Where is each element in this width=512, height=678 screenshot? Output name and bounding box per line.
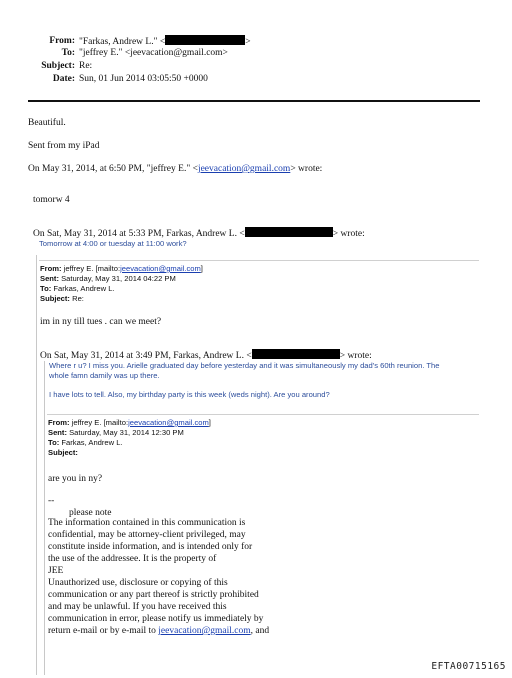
document-id: EFTA00715165 bbox=[431, 661, 506, 672]
signature-note: please note bbox=[69, 508, 112, 518]
block2-to-value: Farkas, Andrew L. bbox=[61, 438, 123, 447]
quote1-prefix: On May 31, 2014, at 6:50 PM, "jeffrey E." < bbox=[28, 164, 198, 174]
block1-reply-line: I have lots to tell. Also, my birthday party is this week (weds night). Are you around? bbox=[49, 390, 330, 399]
quote1-suffix: > wrote: bbox=[290, 164, 323, 174]
quote-attribution-1 bbox=[28, 163, 322, 175]
block2-from-label: From: bbox=[48, 418, 70, 427]
disclaimer-line: confidential, may be attorney-client privileged, may bbox=[48, 530, 246, 540]
block1-quote-prefix: On Sat, May 31, 2014 at 3:49 PM, Farkas, Andrew L. < bbox=[40, 351, 252, 361]
block1-to-label: To: bbox=[40, 284, 52, 293]
signature-dash: -- bbox=[48, 496, 55, 506]
block2-from-name: jeffrey E. [mailto: bbox=[71, 418, 129, 427]
header-to-row bbox=[0, 47, 260, 59]
block1-from-label: From: bbox=[40, 264, 62, 273]
date-label: Date: bbox=[52, 74, 75, 84]
block1-from-close: ] bbox=[200, 264, 203, 273]
quote2-suffix: > wrote: bbox=[332, 229, 365, 239]
disclaimer-line: Unauthorized use, disclosure or copying of this bbox=[48, 578, 228, 588]
disclaimer-line: the use of the addressee. It is the property of bbox=[48, 554, 217, 564]
block2-header bbox=[48, 418, 478, 458]
redaction-bar bbox=[245, 227, 333, 237]
disclaimer-line: constitute inside information, and is intended only for bbox=[48, 542, 253, 552]
disclaimer-line: communication or any part thereof is strictly prohibited bbox=[48, 590, 259, 600]
disclaimer-last-suffix: , and bbox=[250, 626, 270, 636]
from-label: From: bbox=[49, 36, 75, 46]
disclaimer-line: JEE bbox=[48, 566, 64, 576]
block2-to-label: To: bbox=[48, 438, 60, 447]
header-divider bbox=[28, 100, 480, 102]
block1-from-email-link[interactable]: jeevacation@gmail.com bbox=[120, 264, 201, 273]
block1-reply-line: whole famn damily was up there. bbox=[49, 371, 160, 380]
subject-value: Re: bbox=[79, 61, 93, 71]
block2-to-row bbox=[48, 438, 478, 448]
disclaimer-line: and may be unlawful. If you have received this bbox=[48, 602, 227, 612]
block1-subject-value: Re: bbox=[72, 294, 84, 303]
subject-label: Subject: bbox=[41, 61, 75, 71]
block2-from-email-link[interactable]: jeevacation@gmail.com bbox=[128, 418, 209, 427]
quote2-prefix: On Sat, May 31, 2014 at 5:33 PM, Farkas, Andrew L. < bbox=[33, 229, 245, 239]
quote-separator-2 bbox=[47, 414, 479, 415]
date-value: Sun, 01 Jun 2014 03:05:50 +0000 bbox=[79, 74, 208, 84]
quote1-email-link[interactable]: jeevacation@gmail.com bbox=[197, 164, 291, 174]
block1-from-name: jeffrey E. [mailto: bbox=[63, 264, 121, 273]
message-tomorrow-times: Tomorrow at 4:00 or tuesday at 11:00 work? bbox=[39, 239, 187, 248]
block1-sent-label: Sent: bbox=[40, 274, 59, 283]
header-date-row bbox=[0, 73, 260, 85]
block1-message: im in ny till tues . can we meet? bbox=[40, 317, 162, 327]
from-tail: > bbox=[245, 37, 251, 47]
disclaimer-line: The information contained in this communication is bbox=[48, 518, 246, 528]
disclaimer-email-link[interactable]: jeevacation@gmail.com bbox=[158, 626, 251, 636]
to-label: To: bbox=[61, 48, 75, 58]
quote-bar-2 bbox=[44, 361, 45, 675]
block2-sent-row bbox=[48, 428, 478, 438]
disclaimer-line: communication in error, please notify us immediately by bbox=[48, 614, 264, 624]
to-value: "jeffrey E." <jeevacation@gmail.com> bbox=[79, 48, 228, 58]
quote-bar-1 bbox=[36, 255, 37, 675]
block1-sent-value: Saturday, May 31, 2014 04:22 PM bbox=[61, 274, 176, 283]
body-line-beautiful: Beautiful. bbox=[28, 118, 66, 128]
quote-separator-1 bbox=[39, 260, 479, 261]
disclaimer-last-prefix: return e-mail or by e-mail to bbox=[48, 626, 159, 636]
block1-header bbox=[40, 264, 480, 304]
block1-subject-row bbox=[40, 294, 480, 304]
block2-subject-label: Subject: bbox=[48, 448, 78, 457]
header-subject-row bbox=[0, 60, 260, 72]
block1-to-value: Farkas, Andrew L. bbox=[53, 284, 115, 293]
redaction-bar bbox=[165, 35, 245, 45]
block2-sent-label: Sent: bbox=[48, 428, 67, 437]
block2-from-row bbox=[48, 418, 478, 428]
redaction-bar bbox=[252, 349, 340, 359]
block1-sent-row bbox=[40, 274, 480, 284]
body-line-sent-from: Sent from my iPad bbox=[28, 141, 100, 151]
block1-to-row bbox=[40, 284, 480, 294]
block2-message: are you in ny? bbox=[48, 474, 103, 484]
block1-reply bbox=[49, 361, 489, 400]
message-tomorw: tomorw 4 bbox=[33, 195, 70, 205]
block1-subject-label: Subject: bbox=[40, 294, 70, 303]
block1-from-row bbox=[40, 264, 480, 274]
block1-quote-suffix: > wrote: bbox=[339, 351, 372, 361]
from-name: "Farkas, Andrew L." < bbox=[79, 37, 166, 47]
header-from-row bbox=[0, 35, 260, 47]
block2-subject-row bbox=[48, 448, 478, 458]
block2-from-close: ] bbox=[208, 418, 211, 427]
block1-reply-line: Where r u? I miss you. Arielle graduated day before yesterday and it was simultaneously my dad's 60th reunion. The bbox=[49, 361, 440, 370]
block2-sent-value: Saturday, May 31, 2014 12:30 PM bbox=[69, 428, 184, 437]
disclaimer-last-line bbox=[48, 625, 468, 637]
disclaimer bbox=[48, 517, 468, 637]
